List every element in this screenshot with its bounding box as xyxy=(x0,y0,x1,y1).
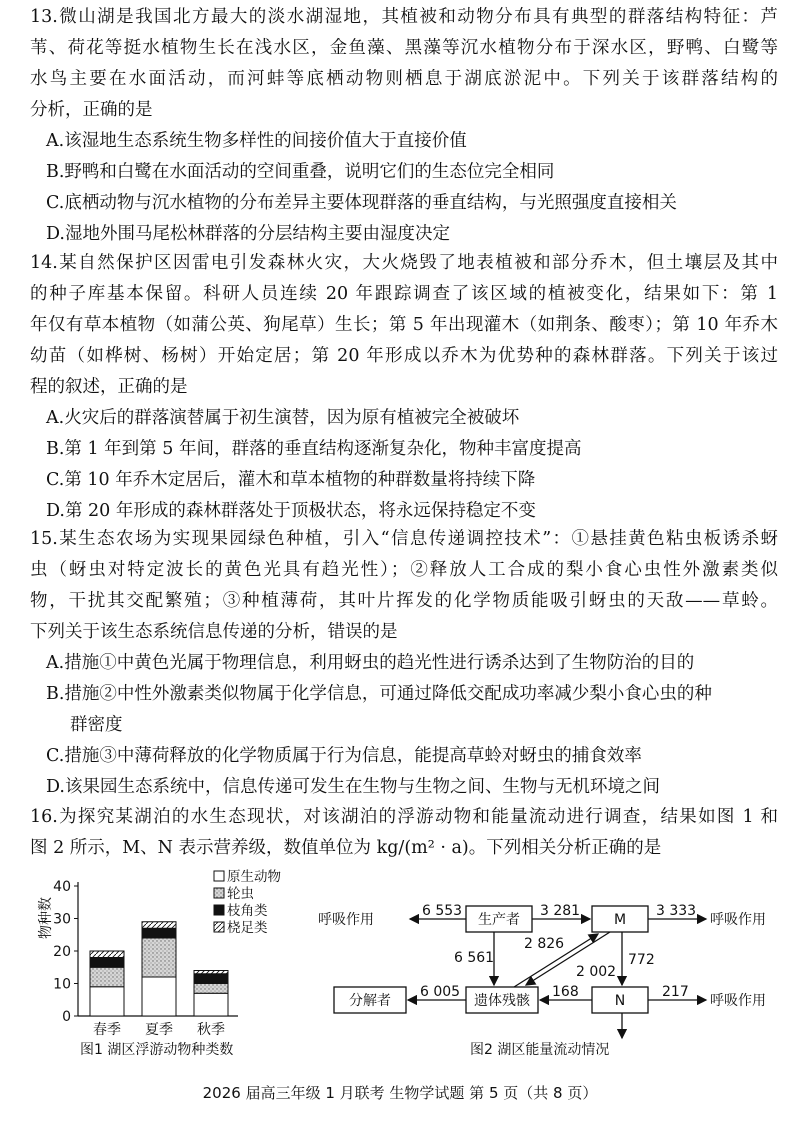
x-tick-label: 春季 xyxy=(93,1022,121,1038)
flow-detritus-m: 2 826 xyxy=(524,936,565,952)
flow-m-resp: 3 333 xyxy=(656,903,697,919)
producer-label: 生产者 xyxy=(478,912,520,928)
y-tick-label: 30 xyxy=(53,911,71,928)
option-b: B.野鸭和白鹭在水面活动的空间重叠，说明它们的生态位完全相同 xyxy=(46,162,555,182)
question-stem-line: 苇、荷花等挺水植物生长在浅水区，金鱼藻、黑藻等沉水植物分布于深水区，野鸭、白鹭等 xyxy=(30,38,778,58)
question-16 xyxy=(30,802,778,864)
option-a: A.火灾后的群落演替属于初生演替，因为原有植被完全被破坏 xyxy=(46,408,520,428)
option-a: A.该湿地生态系统生物多样性的间接价值大于直接价值 xyxy=(46,131,467,151)
figure-2-caption: 图2 湖区能量流动情况 xyxy=(470,1042,610,1058)
question-stem-line: 的种子库基本保留。科研人员连续 20 年跟踪调查了该区域的植被变化，结果如下：第 1 xyxy=(30,284,778,304)
y-tick-label: 10 xyxy=(53,976,71,993)
flow-producer-detritus: 6 561 xyxy=(454,950,495,966)
bar-segment xyxy=(194,993,228,1016)
page-footer: 2026 届高三年级 1 月联考 生物学试题 第 5 页（共 8 页） xyxy=(202,1084,598,1102)
question-stem-line: 图 2 所示，M、N 表示营养级，数值单位为 kg/(m² · a)。下列相关分析正确的是 xyxy=(30,838,662,858)
y-tick-label: 20 xyxy=(53,944,71,960)
resp-right-top-label: 呼吸作用 xyxy=(710,912,766,928)
bar-segment xyxy=(90,987,124,1016)
figure-1 xyxy=(36,864,316,1068)
y-tick-label: 40 xyxy=(53,879,71,895)
detritus-label: 遗体残骸 xyxy=(474,993,530,1009)
question-stem-line: 15.某生态农场为实现果园绿色种植，引入“信息传递调控技术”：①悬挂黄色粘虫板诱杀蚜 xyxy=(30,529,778,549)
figure-2 xyxy=(318,870,780,1069)
option-a: A.措施①中黄色光属于物理信息，利用蚜虫的趋光性进行诱杀达到了生物防治的目的 xyxy=(46,653,695,673)
option-d: D.湿地外围马尾松林群落的分层结构主要由湿度决定 xyxy=(46,224,450,244)
flow-detritus-decomposer: 6 005 xyxy=(420,984,461,1000)
option-b: B.第 1 年到第 5 年间，群落的垂直结构逐渐复杂化，物种丰富度提高 xyxy=(46,439,582,459)
decomposer-label: 分解者 xyxy=(349,993,391,1009)
question-14 xyxy=(30,248,778,527)
option-d: D.该果园生态系统中，信息传递可发生在生物与生物之间、生物与无机环境之间 xyxy=(46,777,660,797)
legend-swatch xyxy=(214,871,224,881)
bar-segment xyxy=(90,958,124,968)
option-c: C.第 10 年乔木定居后，灌木和草本植物的种群数量将持续下降 xyxy=(46,470,536,490)
question-stem-line: 幼苗（如桦树、杨树）开始定居；第 20 年形成以乔木为优势种的森林群落。下列关于该过 xyxy=(30,346,778,366)
question-stem-line: 13.微山湖是我国北方最大的淡水湖湿地，其植被和动物分布具有典型的群落结构特征：芦 xyxy=(30,7,778,27)
y-axis-label: 物种数 xyxy=(38,897,54,939)
legend-label: 轮虫 xyxy=(227,886,254,902)
bar-segment xyxy=(90,951,124,958)
option-d: D.第 20 年形成的森林群落处于顶极状态，将永远保持稳定不变 xyxy=(46,501,536,521)
stacked-bar-chart xyxy=(36,864,316,1064)
legend-swatch xyxy=(214,922,224,932)
bar-segment xyxy=(194,971,228,974)
legend-swatch xyxy=(214,905,224,915)
resp-right-bottom-label: 呼吸作用 xyxy=(710,993,766,1009)
question-15 xyxy=(30,524,778,803)
question-stem-line: 16.为探究某湖泊的水生态现状，对该湖泊的浮游动物和能量流动进行调查，结果如图 1 和 xyxy=(30,807,778,827)
flow-m-n: 772 xyxy=(628,952,655,968)
option-b-continued: 群密度 xyxy=(70,715,123,735)
resp-left-label: 呼吸作用 xyxy=(318,912,374,928)
flow-n-detritus: 168 xyxy=(552,984,579,1000)
question-stem-line: 物，干扰其交配繁殖；③种植薄荷，其叶片挥发的化学物质能吸引蚜虫的天敌——草蛉。 xyxy=(30,591,778,611)
m-label: M xyxy=(613,912,627,928)
energy-flow-diagram xyxy=(318,870,780,1065)
bar-segment xyxy=(142,922,176,929)
n-label: N xyxy=(614,993,626,1009)
question-13 xyxy=(30,2,778,250)
bar-segment xyxy=(142,977,176,1016)
question-stem-line: 水鸟主要在水面活动，而河蚌等底栖动物则栖息于湖底淤泥中。下列关于该群落结构的 xyxy=(30,69,778,89)
legend-label: 枝角类 xyxy=(227,903,268,919)
flow-m-detritus: 2 002 xyxy=(576,964,617,980)
option-c: C.底栖动物与沉水植物的分布差异主要体现群落的垂直结构，与光照强度直接相关 xyxy=(46,193,677,213)
bar-segment xyxy=(142,928,176,938)
question-stem-line: 年仅有草本植物（如蒲公英、狗尾草）生长；第 5 年出现灌木（如荆条、酸枣）；第 10 年乔木 xyxy=(30,315,778,335)
legend-label: 桡足类 xyxy=(227,920,268,936)
bar-segment xyxy=(142,938,176,977)
flow-producer-m: 3 281 xyxy=(540,903,581,919)
x-tick-label: 秋季 xyxy=(197,1022,225,1038)
question-stem-line: 14.某自然保护区因雷电引发森林火灾，大火烧毁了地表植被和部分乔木，但土壤层及其中 xyxy=(30,253,778,273)
option-c: C.措施③中薄荷释放的化学物质属于行为信息，能提高草蛉对蚜虫的捕食效率 xyxy=(46,746,642,766)
legend-swatch xyxy=(214,888,224,898)
bar-segment xyxy=(194,984,228,994)
question-stem-line: 分析，正确的是 xyxy=(30,100,153,120)
option-b: B.措施②中性外激素类似物属于化学信息，可通过降低交配成功率减少梨小食心虫的种 xyxy=(46,684,712,704)
flow-producer-resp: 6 553 xyxy=(422,903,463,919)
legend-label: 原生动物 xyxy=(227,869,281,885)
flow-n-resp: 217 xyxy=(662,984,689,1000)
x-tick-label: 夏季 xyxy=(145,1022,173,1038)
bar-segment xyxy=(90,967,124,987)
y-tick-label: 0 xyxy=(62,1009,71,1025)
bar-segment xyxy=(194,974,228,984)
figure-1-caption: 图1 湖区浮游动物种类数 xyxy=(80,1042,234,1058)
question-stem-line: 虫（蚜虫对特定波长的黄色光具有趋光性）；②释放人工合成的梨小食心虫性外激素类似 xyxy=(30,560,778,580)
question-stem-line: 下列关于该生态系统信息传递的分析，错误的是 xyxy=(30,622,398,642)
question-stem-line: 程的叙述，正确的是 xyxy=(30,377,188,397)
